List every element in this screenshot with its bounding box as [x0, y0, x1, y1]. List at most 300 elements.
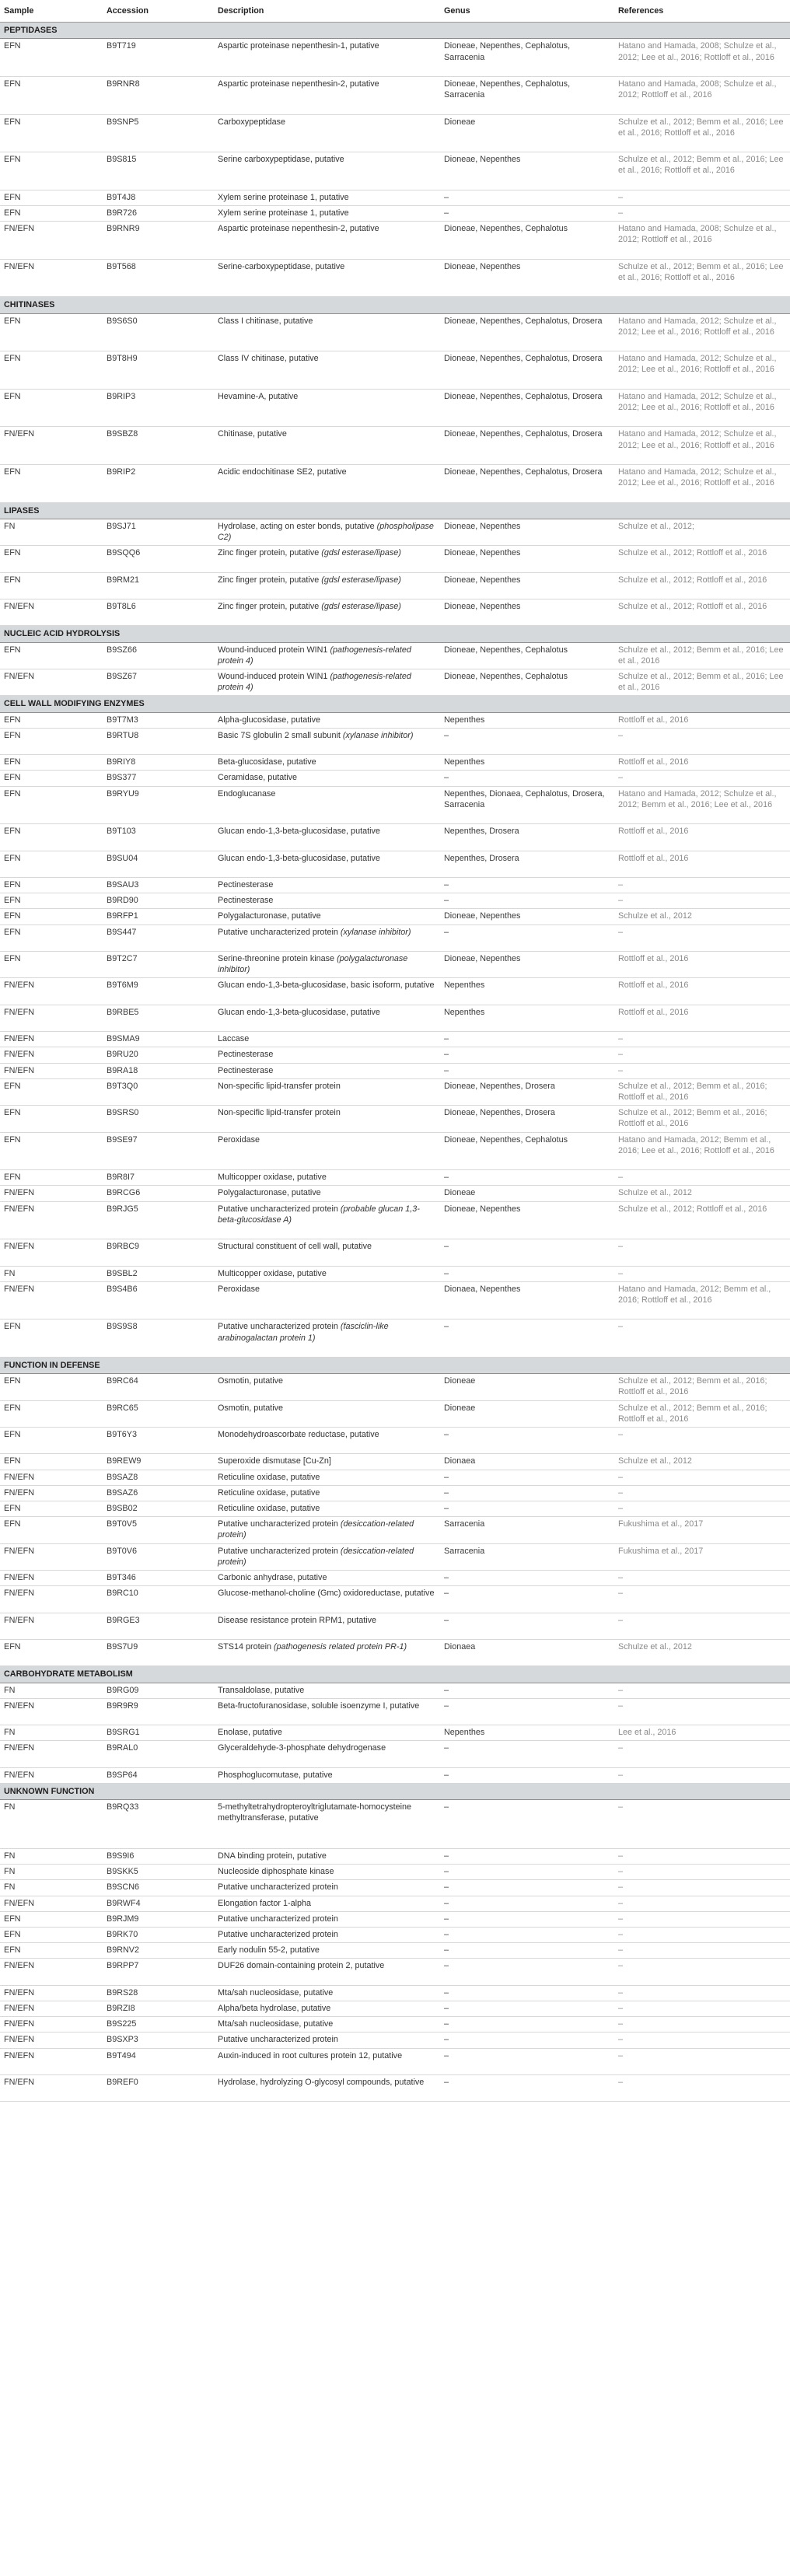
- cell-sample: FN/EFN: [0, 1613, 103, 1639]
- cell-references: –: [614, 728, 790, 754]
- cell-genus: –: [440, 1880, 614, 1896]
- cell-genus: –: [440, 2017, 614, 2032]
- table-row: [0, 851, 790, 877]
- cell-description: [214, 728, 440, 754]
- cell-accession: B9S815: [103, 152, 214, 190]
- table-row: [0, 951, 790, 977]
- cell-references: –: [614, 1985, 790, 2001]
- cell-sample: FN/EFN: [0, 2017, 103, 2032]
- table-row: [0, 978, 790, 1005]
- cell-references: Schulze et al., 2012; Rottloff et al., 2016: [614, 599, 790, 625]
- cell-accession: B9RQ33: [103, 1800, 214, 1849]
- cell-references: –: [614, 771, 790, 786]
- description-text: Osmotin, putative: [218, 1376, 284, 1386]
- description-text: Putative uncharacterized protein: [218, 1519, 341, 1529]
- description-text: Ceramidase, putative: [218, 773, 298, 783]
- cell-accession: B9RAL0: [103, 1741, 214, 1767]
- cell-description: [214, 1454, 440, 1470]
- cell-references: Schulze et al., 2012; Bemm et al., 2016; Lee et al., 2016; Rottloff et al., 2016: [614, 152, 790, 190]
- cell-description: [214, 77, 440, 115]
- cell-description: [214, 1266, 440, 1281]
- section-title: UNKNOWN FUNCTION: [0, 1783, 790, 1799]
- section-title: CHITINASES: [0, 297, 790, 313]
- cell-accession: B9S225: [103, 2017, 214, 2032]
- cell-references: Hatano and Hamada, 2008; Schulze et al., 2012; Rottloff et al., 2016: [614, 77, 790, 115]
- cell-genus: Dioneae: [440, 1186, 614, 1201]
- cell-accession: B9SRG1: [103, 1725, 214, 1741]
- cell-accession: B9R726: [103, 205, 214, 221]
- description-text: Putative uncharacterized protein: [218, 1204, 341, 1214]
- cell-accession: B9RFP1: [103, 909, 214, 924]
- cell-description: [214, 1698, 440, 1725]
- cell-references: Fukushima et al., 2017: [614, 1543, 790, 1570]
- cell-sample: FN/EFN: [0, 2074, 103, 2101]
- cell-sample: FN/EFN: [0, 1698, 103, 1725]
- cell-accession: B9SCN6: [103, 1880, 214, 1896]
- description-text: Superoxide dismutase [Cu-Zn]: [218, 1456, 331, 1466]
- description-text: Mta/sah nucleosidase, putative: [218, 2019, 334, 2029]
- cell-accession: B9RGE3: [103, 1613, 214, 1639]
- cell-description: [214, 2048, 440, 2074]
- cell-genus: –: [440, 893, 614, 909]
- cell-accession: B9RJG5: [103, 1201, 214, 1239]
- cell-accession: B9SNP5: [103, 114, 214, 152]
- cell-accession: B9RCG6: [103, 1186, 214, 1201]
- table-row: [0, 519, 790, 545]
- cell-accession: B9S9I6: [103, 1848, 214, 1864]
- cell-references: –: [614, 2048, 790, 2074]
- table-row: [0, 728, 790, 754]
- table-row: [0, 1170, 790, 1186]
- cell-genus: Nepenthes, Dionaea, Cephalotus, Drosera, Sarracenia: [440, 786, 614, 824]
- cell-references: Schulze et al., 2012; Bemm et al., 2016; Lee et al., 2016: [614, 642, 790, 669]
- cell-references: Schulze et al., 2012; Bemm et al., 2016; Lee et al., 2016: [614, 669, 790, 695]
- cell-genus: –: [440, 205, 614, 221]
- cell-references: Rottloff et al., 2016: [614, 851, 790, 877]
- cell-sample: FN/EFN: [0, 1543, 103, 1570]
- cell-genus: –: [440, 1485, 614, 1501]
- cell-accession: B9SP64: [103, 1767, 214, 1783]
- cell-sample: FN: [0, 1880, 103, 1896]
- description-text: Serine-carboxypeptidase, putative: [218, 261, 345, 271]
- table-row: [0, 2017, 790, 2032]
- description-note: (desiccation-related protein): [218, 1519, 414, 1540]
- cell-sample: FN: [0, 1865, 103, 1880]
- cell-references: –: [614, 893, 790, 909]
- cell-references: –: [614, 2032, 790, 2048]
- cell-sample: FN/EFN: [0, 1741, 103, 1767]
- cell-accession: B9S9S8: [103, 1319, 214, 1358]
- description-text: Putative uncharacterized protein: [218, 1546, 341, 1556]
- cell-sample: FN/EFN: [0, 1485, 103, 1501]
- cell-sample: FN: [0, 519, 103, 545]
- table-row: [0, 1047, 790, 1063]
- table-row: [0, 2001, 790, 2016]
- description-text: Wound-induced protein WIN1: [218, 671, 330, 681]
- description-text: Polygalacturonase, putative: [218, 1188, 321, 1198]
- cell-genus: –: [440, 1865, 614, 1880]
- cell-references: –: [614, 1959, 790, 1985]
- cell-description: [214, 893, 440, 909]
- cell-accession: B9RBE5: [103, 1005, 214, 1031]
- cell-sample: FN/EFN: [0, 1201, 103, 1239]
- cell-sample: EFN: [0, 1501, 103, 1516]
- cell-references: –: [614, 1470, 790, 1485]
- table-row: [0, 464, 790, 502]
- cell-references: Schulze et al., 2012; Bemm et al., 2016; Rottloff et al., 2016: [614, 1078, 790, 1105]
- cell-genus: Dioneae, Nepenthes: [440, 519, 614, 545]
- description-text: Aspartic proteinase nepenthesin-1, putative: [218, 41, 379, 51]
- description-text: Non-specific lipid-transfer protein: [218, 1108, 341, 1118]
- cell-references: –: [614, 1170, 790, 1186]
- cell-references: –: [614, 1032, 790, 1047]
- description-text: Mta/sah nucleosidase, putative: [218, 1987, 334, 1998]
- cell-accession: B9SBZ8: [103, 427, 214, 465]
- section-header-row: [0, 626, 790, 642]
- cell-references: –: [614, 1800, 790, 1849]
- cell-references: Hatano and Hamada, 2008; Schulze et al., 2012; Lee et al., 2016; Rottloff et al., 2016: [614, 39, 790, 77]
- cell-accession: B9R8I7: [103, 1170, 214, 1186]
- cell-genus: Dioneae, Nepenthes, Cephalotus, Drosera: [440, 351, 614, 390]
- description-text: Hydrolase, hydrolyzing O-glycosyl compounds, putative: [218, 2077, 425, 2087]
- cell-sample: EFN: [0, 1911, 103, 1927]
- cell-description: [214, 1032, 440, 1047]
- cell-sample: EFN: [0, 313, 103, 351]
- cell-genus: –: [440, 1896, 614, 1911]
- cell-references: Schulze et al., 2012; Bemm et al., 2016; Lee et al., 2016; Rottloff et al., 2016: [614, 259, 790, 297]
- cell-description: [214, 1800, 440, 1849]
- description-text: Carbonic anhydrase, putative: [218, 1572, 327, 1582]
- cell-sample: EFN: [0, 755, 103, 771]
- cell-genus: Dioneae, Nepenthes, Cephalotus, Drosera: [440, 313, 614, 351]
- table-row: [0, 1239, 790, 1266]
- cell-sample: EFN: [0, 893, 103, 909]
- description-text: Auxin-induced in root cultures protein 12, putative: [218, 2050, 403, 2060]
- cell-description: [214, 1132, 440, 1170]
- cell-description: [214, 2074, 440, 2101]
- header-genus: Genus: [440, 0, 614, 23]
- description-text: Putative uncharacterized protein: [218, 1322, 341, 1332]
- cell-sample: FN: [0, 1800, 103, 1849]
- table-row: [0, 1470, 790, 1485]
- cell-description: [214, 1639, 440, 1665]
- cell-genus: –: [440, 728, 614, 754]
- table-row: [0, 893, 790, 909]
- description-text: Wound-induced protein WIN1: [218, 645, 330, 655]
- cell-description: [214, 1374, 440, 1400]
- description-text: Disease resistance protein RPM1, putative: [218, 1615, 377, 1625]
- cell-description: [214, 1400, 440, 1427]
- cell-description: [214, 1239, 440, 1266]
- cell-accession: B9RJM9: [103, 1911, 214, 1927]
- header-sample: Sample: [0, 0, 103, 23]
- cell-genus: Dioneae, Nepenthes, Cephalotus, Sarracenia: [440, 39, 614, 77]
- cell-description: [214, 205, 440, 221]
- cell-references: Schulze et al., 2012: [614, 909, 790, 924]
- table-row: [0, 1959, 790, 1985]
- cell-sample: EFN: [0, 951, 103, 977]
- table-row: [0, 572, 790, 599]
- description-text: Beta-glucosidase, putative: [218, 757, 316, 767]
- cell-genus: –: [440, 1470, 614, 1485]
- description-text: Zinc finger protein, putative: [218, 601, 322, 611]
- description-text: Alpha/beta hydrolase, putative: [218, 2003, 331, 2013]
- cell-description: [214, 351, 440, 390]
- cell-accession: B9S377: [103, 771, 214, 786]
- description-text: Class IV chitinase, putative: [218, 354, 319, 364]
- cell-description: [214, 1848, 440, 1864]
- description-text: Chitinase, putative: [218, 429, 287, 439]
- cell-genus: –: [440, 1032, 614, 1047]
- cell-accession: B9RNR8: [103, 77, 214, 115]
- table-body: [0, 23, 790, 2102]
- cell-genus: Dioneae: [440, 1374, 614, 1400]
- cell-sample: FN/EFN: [0, 599, 103, 625]
- cell-references: Hatano and Hamada, 2012; Schulze et al., 2012; Lee et al., 2016; Rottloff et al., 2016: [614, 313, 790, 351]
- cell-description: [214, 786, 440, 824]
- cell-genus: Nepenthes: [440, 1725, 614, 1741]
- cell-accession: B9T719: [103, 39, 214, 77]
- description-text: Monodehydroascorbate reductase, putative: [218, 1429, 379, 1439]
- cell-description: [214, 1570, 440, 1585]
- section-header-row: [0, 1783, 790, 1799]
- cell-description: [214, 978, 440, 1005]
- cell-genus: Dioneae, Nepenthes: [440, 909, 614, 924]
- cell-accession: B9T103: [103, 824, 214, 851]
- cell-sample: EFN: [0, 1517, 103, 1543]
- cell-references: –: [614, 1485, 790, 1501]
- cell-references: –: [614, 1427, 790, 1453]
- section-header-row: [0, 696, 790, 712]
- cell-sample: FN/EFN: [0, 222, 103, 260]
- cell-genus: –: [440, 1911, 614, 1927]
- cell-references: –: [614, 2001, 790, 2016]
- table-row: [0, 1005, 790, 1031]
- section-title: CARBOHYDRATE METABOLISM: [0, 1666, 790, 1683]
- table-row: [0, 1400, 790, 1427]
- table-row: [0, 1485, 790, 1501]
- description-note: (pathogenesis-related protein 4): [218, 671, 411, 693]
- section-header-row: [0, 1666, 790, 1683]
- cell-references: –: [614, 1063, 790, 1078]
- description-text: Laccase: [218, 1034, 250, 1044]
- cell-description: [214, 1005, 440, 1031]
- description-note: (fasciclin-like arabinogalactan protein 1): [218, 1322, 389, 1343]
- description-text: Beta-fructofuranosidase, soluble isoenzyme I, putative: [218, 1700, 420, 1711]
- cell-genus: –: [440, 1927, 614, 1942]
- cell-references: Schulze et al., 2012: [614, 1639, 790, 1665]
- cell-references: Schulze et al., 2012;: [614, 519, 790, 545]
- table-row: [0, 222, 790, 260]
- cell-description: [214, 1078, 440, 1105]
- header-row: [0, 0, 790, 23]
- cell-description: [214, 427, 440, 465]
- cell-references: –: [614, 1239, 790, 1266]
- cell-sample: EFN: [0, 771, 103, 786]
- cell-sample: FN/EFN: [0, 1032, 103, 1047]
- description-text: Pectinesterase: [218, 1050, 274, 1060]
- cell-accession: B9RNR9: [103, 222, 214, 260]
- cell-accession: B9RU20: [103, 1047, 214, 1063]
- cell-accession: B9T8H9: [103, 351, 214, 390]
- description-note: (probable glucan 1,3-beta-glucosidase A): [218, 1204, 420, 1225]
- cell-description: [214, 1281, 440, 1319]
- description-text: Glucan endo-1,3-beta-glucosidase, putative: [218, 1007, 380, 1017]
- cell-references: –: [614, 1613, 790, 1639]
- cell-sample: FN/EFN: [0, 1281, 103, 1319]
- description-text: Serine carboxypeptidase, putative: [218, 155, 344, 165]
- cell-description: [214, 1427, 440, 1453]
- cell-references: Hatano and Hamada, 2012; Schulze et al., 2012; Lee et al., 2016; Rottloff et al., 2016: [614, 389, 790, 427]
- section-title: PEPTIDASES: [0, 23, 790, 39]
- cell-references: –: [614, 1698, 790, 1725]
- cell-accession: B9SKK5: [103, 1865, 214, 1880]
- description-note: (gdsl esterase/lipase): [321, 575, 401, 585]
- cell-sample: EFN: [0, 1319, 103, 1358]
- cell-description: [214, 1741, 440, 1767]
- table-row: [0, 877, 790, 893]
- cell-genus: Dioneae, Nepenthes, Drosera: [440, 1106, 614, 1132]
- cell-genus: Nepenthes: [440, 755, 614, 771]
- cell-accession: B9SZ67: [103, 669, 214, 695]
- cell-accession: B9RA18: [103, 1063, 214, 1078]
- cell-references: –: [614, 924, 790, 951]
- cell-description: [214, 712, 440, 728]
- cell-references: Rottloff et al., 2016: [614, 1005, 790, 1031]
- cell-accession: B9RS28: [103, 1985, 214, 2001]
- cell-description: [214, 1517, 440, 1543]
- table-row: [0, 1063, 790, 1078]
- cell-description: [214, 1927, 440, 1942]
- cell-accession: B9T568: [103, 259, 214, 297]
- cell-sample: FN/EFN: [0, 669, 103, 695]
- table-row: [0, 1032, 790, 1047]
- description-text: Glyceraldehyde-3-phosphate dehydrogenase: [218, 1743, 386, 1753]
- cell-genus: Dioneae, Nepenthes, Cephalotus, Drosera: [440, 389, 614, 427]
- cell-description: [214, 1186, 440, 1201]
- table-row: [0, 1741, 790, 1767]
- cell-genus: Dioneae, Nepenthes: [440, 152, 614, 190]
- cell-genus: –: [440, 2074, 614, 2101]
- cell-accession: B9SB02: [103, 1501, 214, 1516]
- cell-accession: B9RG09: [103, 1683, 214, 1698]
- cell-genus: –: [440, 2048, 614, 2074]
- cell-description: [214, 1985, 440, 2001]
- description-text: 5-methyltetrahydropteroyltriglutamate-homocysteine methyltransferase, putative: [218, 1802, 412, 1823]
- cell-accession: B9SZ66: [103, 642, 214, 669]
- cell-genus: Dioneae, Nepenthes: [440, 259, 614, 297]
- cell-genus: Sarracenia: [440, 1543, 614, 1570]
- cell-genus: –: [440, 771, 614, 786]
- cell-description: [214, 1943, 440, 1959]
- table-row: [0, 1132, 790, 1170]
- description-note: (phospholipase C2): [218, 521, 434, 542]
- cell-genus: Dioneae: [440, 1400, 614, 1427]
- cell-genus: –: [440, 1047, 614, 1063]
- description-text: DUF26 domain-containing protein 2, putative: [218, 1961, 385, 1971]
- cell-genus: Nepenthes: [440, 978, 614, 1005]
- cell-sample: FN/EFN: [0, 2001, 103, 2016]
- cell-sample: EFN: [0, 389, 103, 427]
- description-text: Xylem serine proteinase 1, putative: [218, 192, 349, 202]
- cell-sample: EFN: [0, 114, 103, 152]
- cell-accession: B9T494: [103, 2048, 214, 2074]
- cell-sample: FN/EFN: [0, 259, 103, 297]
- section-title: NUCLEIC ACID HYDROLYSIS: [0, 626, 790, 642]
- cell-description: [214, 2032, 440, 2048]
- cell-references: Rottloff et al., 2016: [614, 951, 790, 977]
- cell-references: Rottloff et al., 2016: [614, 755, 790, 771]
- cell-accession: B9S4B6: [103, 1281, 214, 1319]
- table-row: [0, 924, 790, 951]
- cell-references: Rottloff et al., 2016: [614, 824, 790, 851]
- cell-genus: Dioneae, Nepenthes: [440, 1201, 614, 1239]
- description-text: Glucan endo-1,3-beta-glucosidase, putative: [218, 853, 380, 863]
- table-row: [0, 1501, 790, 1516]
- cell-accession: B9SJ71: [103, 519, 214, 545]
- table-row: [0, 1896, 790, 1911]
- cell-genus: –: [440, 1266, 614, 1281]
- description-text: Multicopper oxidase, putative: [218, 1173, 327, 1183]
- cell-sample: FN: [0, 1683, 103, 1698]
- cell-accession: B9REF0: [103, 2074, 214, 2101]
- cell-genus: –: [440, 1063, 614, 1078]
- cell-description: [214, 190, 440, 205]
- cell-accession: B9T3Q0: [103, 1078, 214, 1105]
- cell-accession: B9RIP3: [103, 389, 214, 427]
- table-row: [0, 1911, 790, 1927]
- description-note: (gdsl esterase/lipase): [321, 601, 401, 611]
- table-row: [0, 1201, 790, 1239]
- table-row: [0, 259, 790, 297]
- cell-sample: FN/EFN: [0, 1985, 103, 2001]
- cell-references: Hatano and Hamada, 2012; Bemm et al., 2016; Lee et al., 2016; Rottloff et al., 2016: [614, 1132, 790, 1170]
- cell-accession: B9SAZ8: [103, 1470, 214, 1485]
- cell-description: [214, 1767, 440, 1783]
- cell-sample: FN: [0, 1725, 103, 1741]
- cell-description: [214, 572, 440, 599]
- description-note: (desiccation-related protein): [218, 1546, 414, 1567]
- description-text: Glucan endo-1,3-beta-glucosidase, putative: [218, 827, 380, 837]
- cell-description: [214, 1683, 440, 1698]
- table-row: [0, 909, 790, 924]
- cell-description: [214, 1725, 440, 1741]
- cell-genus: Dioneae, Nepenthes: [440, 546, 614, 572]
- table-row: [0, 1454, 790, 1470]
- cell-sample: FN/EFN: [0, 1239, 103, 1266]
- cell-accession: B9SRS0: [103, 1106, 214, 1132]
- cell-sample: EFN: [0, 877, 103, 893]
- table-row: [0, 1281, 790, 1319]
- cell-description: [214, 951, 440, 977]
- cell-sample: EFN: [0, 728, 103, 754]
- cell-references: –: [614, 1741, 790, 1767]
- description-text: Early nodulin 55-2, putative: [218, 1945, 320, 1956]
- cell-accession: B9RC65: [103, 1400, 214, 1427]
- cell-references: –: [614, 1865, 790, 1880]
- cell-genus: Dioneae, Nepenthes, Cephalotus: [440, 1132, 614, 1170]
- cell-genus: –: [440, 924, 614, 951]
- cell-genus: Dioneae, Nepenthes: [440, 599, 614, 625]
- table-row: [0, 1767, 790, 1783]
- cell-description: [214, 851, 440, 877]
- cell-sample: FN/EFN: [0, 1063, 103, 1078]
- cell-sample: FN/EFN: [0, 1470, 103, 1485]
- cell-accession: B9RC10: [103, 1586, 214, 1613]
- table-row: [0, 2048, 790, 2074]
- cell-references: –: [614, 1266, 790, 1281]
- cell-description: [214, 1047, 440, 1063]
